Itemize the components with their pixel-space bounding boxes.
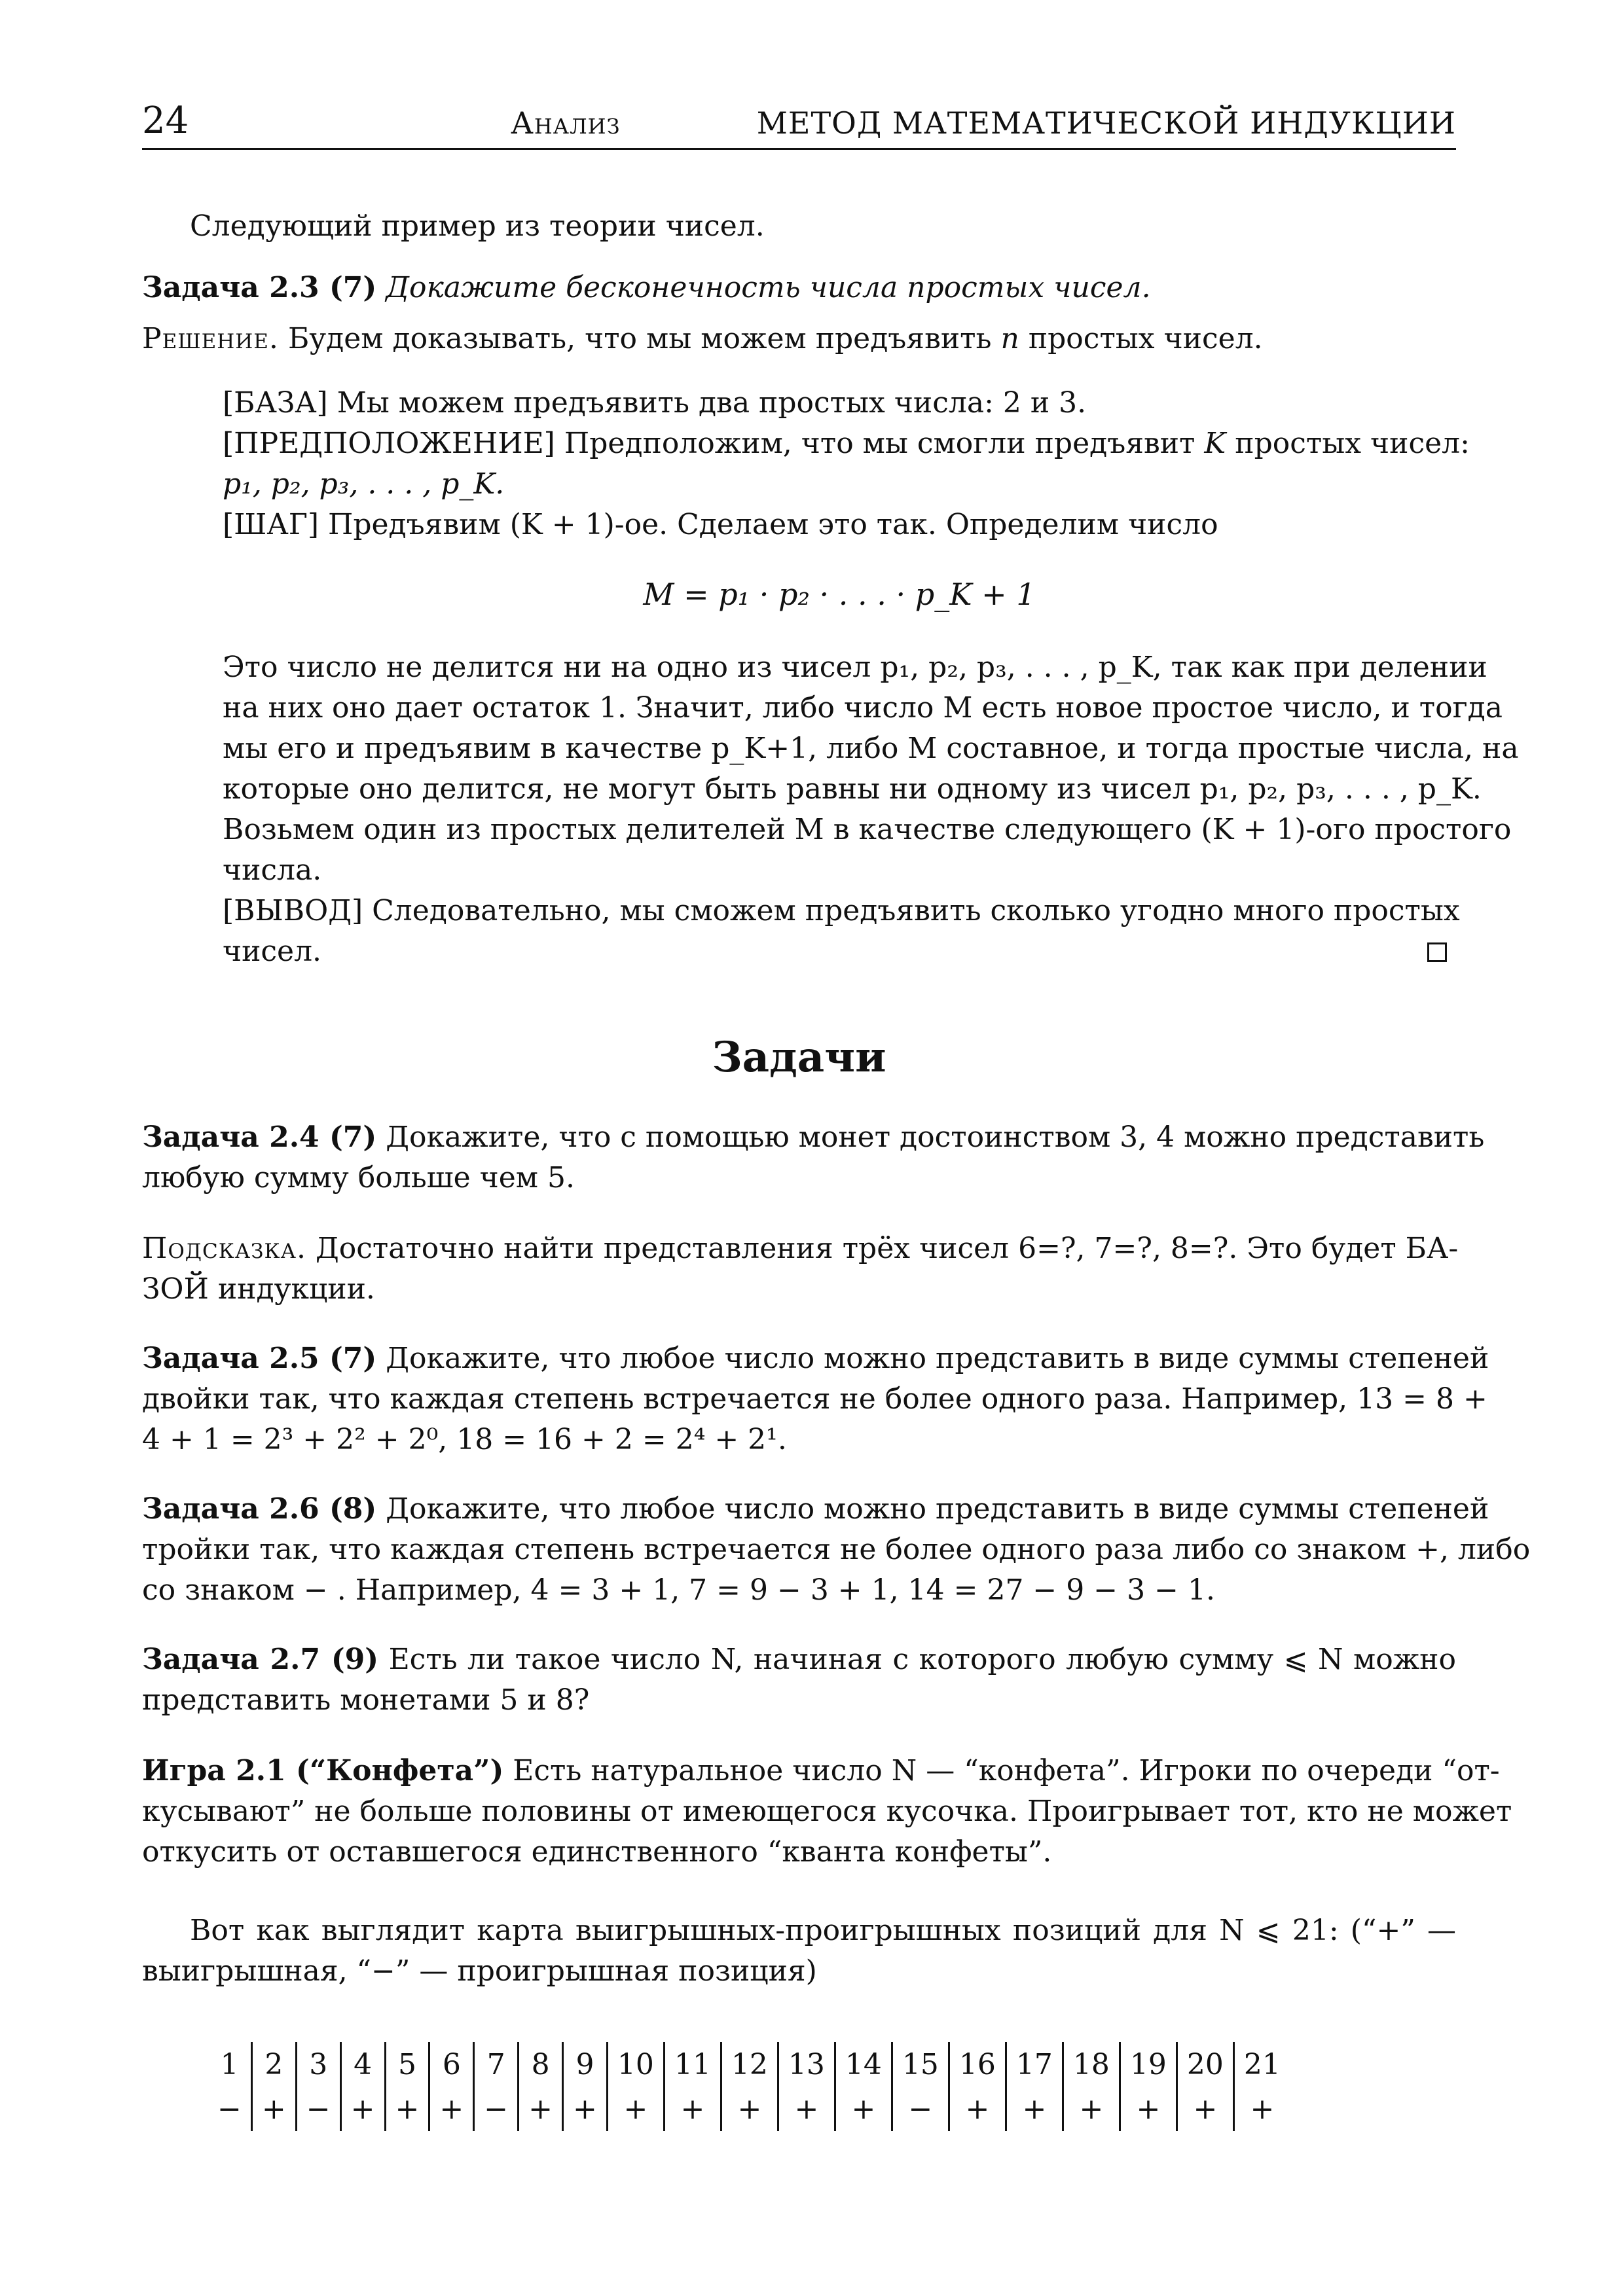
position-number: 15 (892, 2042, 949, 2087)
win-lose-table (208, 2042, 1290, 2131)
hypothesis-end: простых чисел: (1235, 427, 1470, 460)
problem-2-7 (142, 1640, 1456, 1679)
problem-2-6-line-3: со знаком − . Например, 4 = 3 + 1, 7 = 9 − 3 + 1, 14 = 27 − 9 − 3 − 1. (142, 1573, 1215, 1607)
game-2-1 (142, 1751, 1500, 1791)
position-number: 5 (385, 2042, 429, 2087)
hint (142, 1229, 1459, 1268)
formula-m: M = p₁ · p₂ · . . . · p_K + 1 (643, 577, 1036, 612)
problem-2-4 (142, 1118, 1485, 1157)
game-label: Игра 2.1 (“Конфета”) (142, 1754, 504, 1787)
position-sign: − (217, 2092, 242, 2126)
hypothesis-start: [ПРЕДПОЛОЖЕНИЕ] Предположим, что мы смогли предъявит (223, 427, 1195, 460)
position-number: 18 (1063, 2042, 1120, 2087)
position-sign: + (1006, 2087, 1063, 2131)
problem-2-5-line-2: двойки так, что каждая степень встречается не более одного раза. Например, 13 = 8 + (142, 1382, 1487, 1416)
proof-line-3: мы его и предъявим в качестве p_K+1, либо M составное, и тогда простые числа, на (223, 732, 1519, 765)
position-sign: + (1176, 2087, 1233, 2131)
position-sign: + (563, 2087, 608, 2131)
position-number: 21 (1233, 2042, 1290, 2087)
induction-conclusion-end: чисел. (223, 935, 322, 968)
solution-label: Решение. (142, 322, 279, 355)
position-sign: + (949, 2087, 1006, 2131)
position-number: 14 (835, 2042, 892, 2087)
problem-2-6 (142, 1490, 1489, 1529)
section-title: Задачи (712, 1033, 886, 1082)
position-number: 10 (607, 2042, 664, 2087)
problem-2-7-line-2: представить монетами 5 и 8? (142, 1683, 590, 1717)
position-sign: + (664, 2087, 721, 2131)
position-number: 17 (1006, 2042, 1063, 2087)
position-sign: + (1233, 2087, 1290, 2131)
position-number: 6 (429, 2042, 474, 2087)
problem-2-6-line-2: тройки так, что каждая степень встречается не более одного раза либо со знаком +, либо (142, 1533, 1531, 1566)
position-number: 11 (664, 2042, 721, 2087)
position-number: 1 (220, 2047, 239, 2081)
proof-line-4: которые оно делится, не могут быть равны ни одному из чисел p₁, p₂, p₃, . . . , p_K. (223, 772, 1482, 806)
position-number: 9 (563, 2042, 608, 2087)
position-number: 16 (949, 2042, 1006, 2087)
problem-text: Докажите, что любое число можно представить в виде суммы степеней (386, 1492, 1489, 1526)
game-2-1-line-2: кусывают” не больше половины от имеющегося кусочка. Проигрывает тот, кто не может (142, 1795, 1512, 1828)
proof-line-1: Это число не делится ни на одно из чисел p₁, p₂, p₃, . . . , p_K, так как при делении (223, 651, 1487, 684)
position-sign: + (1063, 2087, 1120, 2131)
position-number: 20 (1176, 2042, 1233, 2087)
proof-line-2: на них оно дает остаток 1. Значит, либо число M есть новое простое число, и тогда (223, 691, 1503, 725)
problem-label: Задача 2.6 (8) (142, 1492, 377, 1526)
induction-conclusion: [ВЫВОД] Следовательно, мы сможем предъявить сколько угодно много простых (223, 894, 1460, 927)
position-number: 13 (778, 2042, 835, 2087)
header-rule (142, 148, 1456, 150)
position-sign: − (474, 2087, 519, 2131)
position-sign: − (296, 2087, 340, 2131)
running-head-chapter: МЕТОД МАТЕМАТИЧЕСКОЙ ИНДУКЦИИ (756, 105, 1456, 141)
qed-icon (1427, 942, 1447, 962)
problem-2-5-line-3: 4 + 1 = 2³ + 2² + 2⁰, 18 = 16 + 2 = 2⁴ + 2¹. (142, 1423, 787, 1456)
problem-text: Докажите, что с помощью монет достоинством 3, 4 можно представить (386, 1121, 1485, 1154)
variable-k: K (1204, 427, 1226, 460)
position-sign: + (721, 2087, 778, 2131)
problem-2-4-line-2: любую сумму больше чем 5. (142, 1161, 575, 1194)
problem-label: Задача 2.4 (7) (142, 1121, 377, 1154)
table-row-signs (208, 2087, 1290, 2131)
hint-text: Достаточно найти представления трёх чисел 6=?, 7=?, 8=?. Это будет БА- (315, 1232, 1459, 1265)
proof-line-6: числа. (223, 853, 322, 887)
solution-text-start: Будем доказывать, что мы можем предъявить (287, 322, 992, 355)
problem-text: Есть ли такое число N, начиная с которого любую сумму ⩽ N можно (388, 1643, 1456, 1676)
problem-2-3 (142, 268, 1456, 308)
position-number: 12 (721, 2042, 778, 2087)
position-sign: + (607, 2087, 664, 2131)
position-sign: + (429, 2087, 474, 2131)
position-sign: − (892, 2087, 949, 2131)
solution-text-end: простых чисел. (1028, 322, 1263, 355)
induction-base: [БАЗА] Мы можем предъявить два простых числа: 2 и 3. (223, 386, 1087, 420)
position-sign: + (778, 2087, 835, 2131)
intro-text: Следующий пример из теории чисел. (190, 209, 765, 243)
position-sign: + (251, 2087, 296, 2131)
hint-line-2: ЗОЙ индукции. (142, 1272, 375, 1306)
position-number: 7 (474, 2042, 519, 2087)
problem-statement: Докажите бесконечность числа простых чисел. (386, 271, 1151, 304)
map-intro-line-2: выигрышная, “−” — проигрышная позиция) (142, 1954, 817, 1988)
induction-hypothesis (223, 424, 1470, 463)
problem-2-5 (142, 1339, 1489, 1378)
position-number: 2 (251, 2042, 296, 2087)
problem-label: Задача 2.7 (9) (142, 1643, 379, 1676)
variable-n: n (1000, 322, 1019, 355)
position-number: 3 (296, 2042, 340, 2087)
problem-text: Докажите, что любое число можно представить в виде суммы степеней (386, 1342, 1489, 1375)
position-sign: + (1120, 2087, 1176, 2131)
hint-label: Подсказка. (142, 1232, 306, 1265)
prime-list: p₁, p₂, p₃, . . . , p_K. (223, 467, 505, 501)
position-number: 4 (340, 2042, 385, 2087)
problem-label: Задача 2.3 (7) (142, 271, 377, 304)
position-sign: + (340, 2087, 385, 2131)
position-number: 19 (1120, 2042, 1176, 2087)
induction-step: [ШАГ] Предъявим (K + 1)-ое. Сделаем это так. Определим число (223, 508, 1218, 541)
running-head-section: Анализ (511, 105, 621, 141)
position-sign: + (385, 2087, 429, 2131)
solution-line (142, 319, 1456, 359)
game-text: Есть натуральное число N — “конфета”. Игроки по очереди “от- (513, 1754, 1500, 1787)
game-2-1-line-3: откусить от оставшегося единственного “кванта конфеты”. (142, 1835, 1052, 1869)
table-row-positions (208, 2042, 1290, 2087)
page-number: 24 (142, 99, 189, 142)
position-number: 8 (519, 2042, 563, 2087)
position-sign: + (519, 2087, 563, 2131)
position-sign: + (835, 2087, 892, 2131)
proof-line-5: Возьмем один из простых делителей M в качестве следующего (K + 1)-ого простого (223, 813, 1512, 846)
problem-label: Задача 2.5 (7) (142, 1342, 377, 1375)
map-intro: Вот как выглядит карта выигрышных-проигрышных позиций для N ⩽ 21: (“+” — (190, 1914, 1456, 1947)
